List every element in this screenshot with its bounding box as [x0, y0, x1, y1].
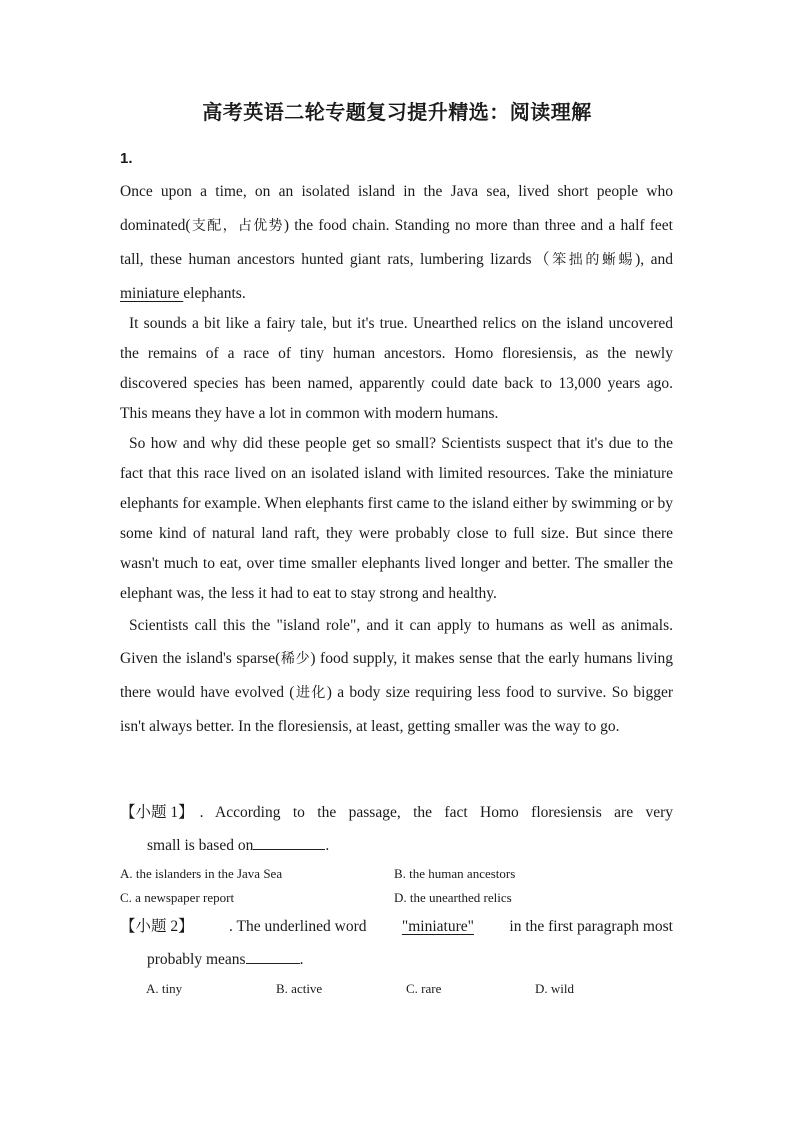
p1-text-c: ), and [635, 251, 674, 268]
option-d[interactable]: D. wild [535, 981, 574, 996]
option-d[interactable]: D. the unearthed relics [394, 890, 512, 905]
reading-passage [120, 175, 673, 743]
question-2-stem-a: . The underlined word [229, 918, 367, 935]
question-2 [120, 910, 673, 976]
p1-text-a: Once upon a time, on an isolated island in the Java sea, lived short people who dominated( [120, 183, 673, 234]
p1-text-d: elephants. [183, 285, 246, 302]
question-1-stem-line2 [120, 829, 673, 862]
question-2-stem-line2 [120, 943, 673, 976]
paragraph-2 [120, 309, 673, 429]
p2-text: It sounds a bit like a fairy tale, but it's true. Unearthed relics on the island uncovered the remains of a race of tiny human ancestors. Homo floresiensis, as the newly discovered species has been named, apparently could date back to 13,000 years ago. This means they have a lot in common with modern humans. [120, 315, 673, 422]
answer-blank[interactable] [246, 945, 300, 964]
p4-text-a: Scientists call this the "island role", and it can apply to humans as well as animals. Given the island's sparse( [120, 617, 673, 667]
option-c[interactable]: C. rare [406, 981, 442, 996]
p4-text-b: ) food supply, it makes sense that the early humans living there would have evolved ( [120, 650, 674, 701]
paragraph-3 [120, 429, 673, 609]
p4-chinese-gloss-1: 稀少 [280, 651, 311, 667]
p4-chinese-gloss-2: 进化 [294, 685, 327, 701]
question-1-stem-end: . [325, 837, 330, 854]
question-number: 1. [120, 150, 133, 167]
question-1-label: 【小题 1】 [120, 804, 194, 821]
option-a[interactable]: A. the islanders in the Java Sea [120, 866, 283, 881]
p1-chinese-gloss-1: 支配，占优势 [190, 218, 284, 234]
question-2-stem-b: probably means [147, 951, 246, 968]
question-1 [120, 796, 673, 862]
paragraph-4 [120, 609, 673, 743]
p1-text-b: ) the food chain. Standing no more than three and a half feet tall, these human ancestors hunted giant rats, lumbering lizards（ [120, 217, 673, 268]
question-2-stem-end: . [299, 951, 304, 968]
option-c[interactable]: C. a newspaper report [120, 890, 235, 905]
question-1-stem-a: . According to the passage, the fact Homo floresiensis are very [199, 804, 673, 821]
p4-text-c: ) a body size requiring less food to survive. So bigger isn't always better. In the floresiensis, at least, getting smaller was the way to go. [120, 684, 673, 735]
underlined-word-miniature: miniature [120, 285, 184, 302]
answer-blank[interactable] [253, 831, 325, 850]
page-title: 高考英语二轮专题复习提升精选：阅读理解 [202, 100, 592, 124]
option-b[interactable]: B. active [276, 981, 323, 996]
paragraph-1 [120, 175, 673, 311]
p3-text: So how and why did these people get so small? Scientists suspect that it's due to the fact that this race lived on an isolated island with limited resources. Take the miniature elephants for example. When elephants first came to the island either by swimming or by some kind of natural land raft, they were probably close to full size. But since there wasn't much to eat, over time smaller elephants lived longer and better. The smaller the elephant was, the less it had to eat to stay strong and healthy. [120, 435, 673, 602]
question-2-stem-line1 [120, 910, 673, 943]
option-a[interactable]: A. tiny [146, 981, 183, 996]
question-2-quoted-word: "miniature" [401, 918, 474, 935]
question-1-stem-line1 [120, 796, 673, 829]
question-2-stem-a2: in the first paragraph most [509, 918, 673, 935]
question-1-stem-b: small is based on [147, 837, 254, 854]
p1-chinese-gloss-2: 笨拙的蜥蜴 [552, 252, 636, 268]
question-2-label: 【小题 2】 [120, 918, 194, 935]
option-b[interactable]: B. the human ancestors [394, 866, 516, 881]
